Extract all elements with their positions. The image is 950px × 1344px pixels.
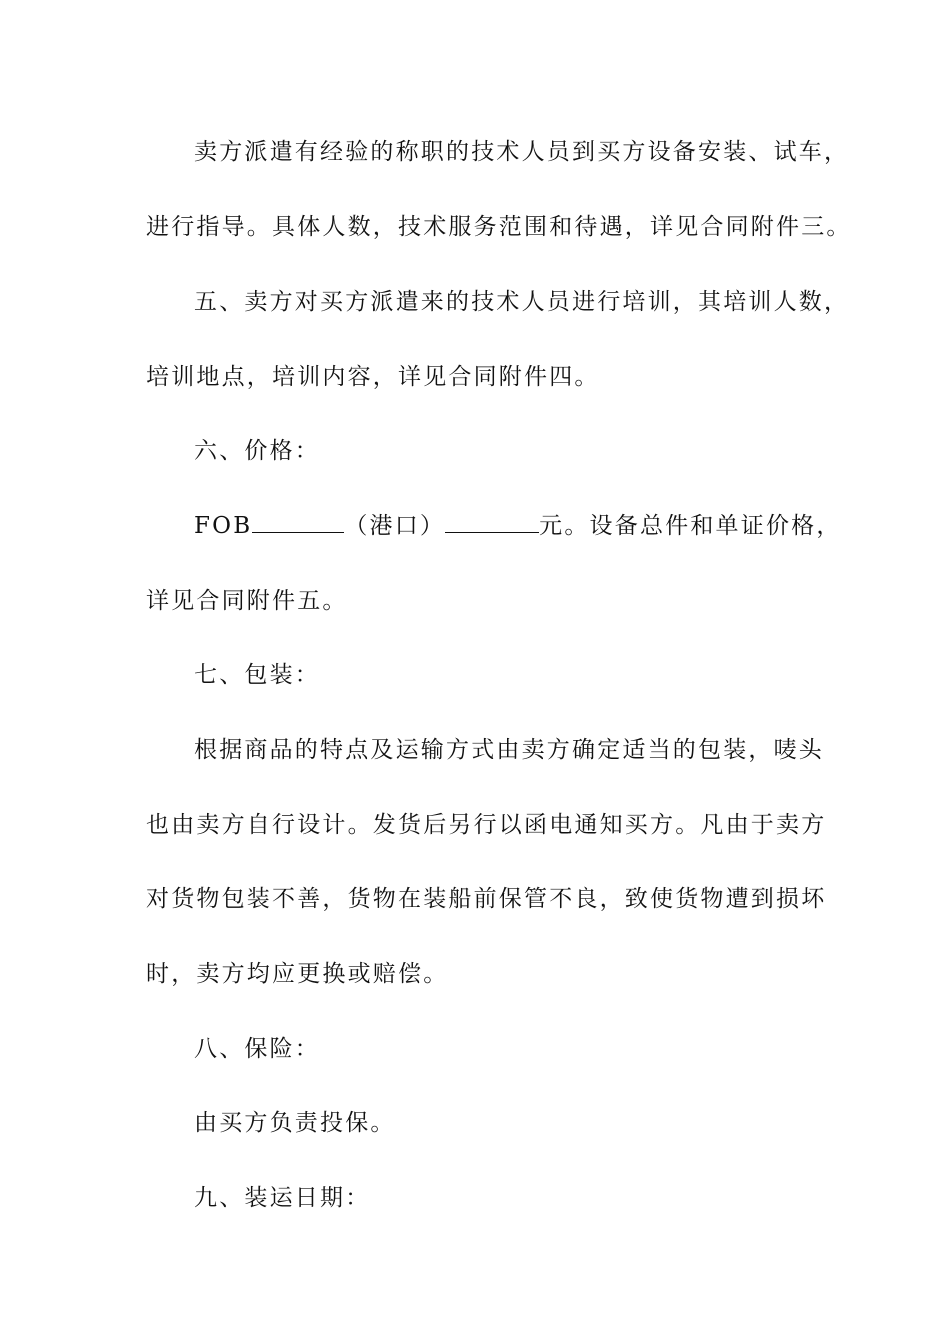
section-heading: 八、保险：: [194, 1036, 320, 1062]
section-heading: 九、装运日期：: [194, 1185, 371, 1211]
price-suffix: 元。设备总件和单证价格，: [539, 513, 842, 539]
paragraph-line: 对货物包装不善，货物在装船前保管不良，致使货物遭到损坏: [146, 886, 827, 912]
port-label: （港口）: [344, 513, 446, 539]
paragraph-line: 五、卖方对买方派遣来的技术人员进行培训，其培训人数，: [194, 289, 850, 315]
paragraph-line: 卖方派遣有经验的称职的技术人员到买方设备安装、试车，: [194, 139, 850, 165]
paragraph-line: 由买方负责投保。: [194, 1110, 396, 1136]
paragraph-line: 时，卖方均应更换或赔偿。: [146, 961, 449, 987]
price-line: [194, 511, 842, 541]
price-blank: [252, 512, 344, 533]
paragraph-line: 进行指导。具体人数，技术服务范围和待遇，详见合同附件三。: [146, 214, 852, 240]
price-term: FOB: [194, 513, 253, 539]
paragraph-line: 详见合同附件五。: [146, 588, 348, 614]
paragraph-line: 根据商品的特点及运输方式由卖方确定适当的包装，唛头: [194, 737, 824, 763]
paragraph-line: 培训地点，培训内容，详见合同附件四。: [146, 364, 600, 390]
paragraph-line: 也由卖方自行设计。发货后另行以函电通知买方。凡由于卖方: [146, 812, 827, 838]
section-heading: 七、包装：: [194, 662, 320, 688]
amount-blank: [445, 512, 539, 533]
section-heading: 六、价格：: [194, 438, 320, 464]
